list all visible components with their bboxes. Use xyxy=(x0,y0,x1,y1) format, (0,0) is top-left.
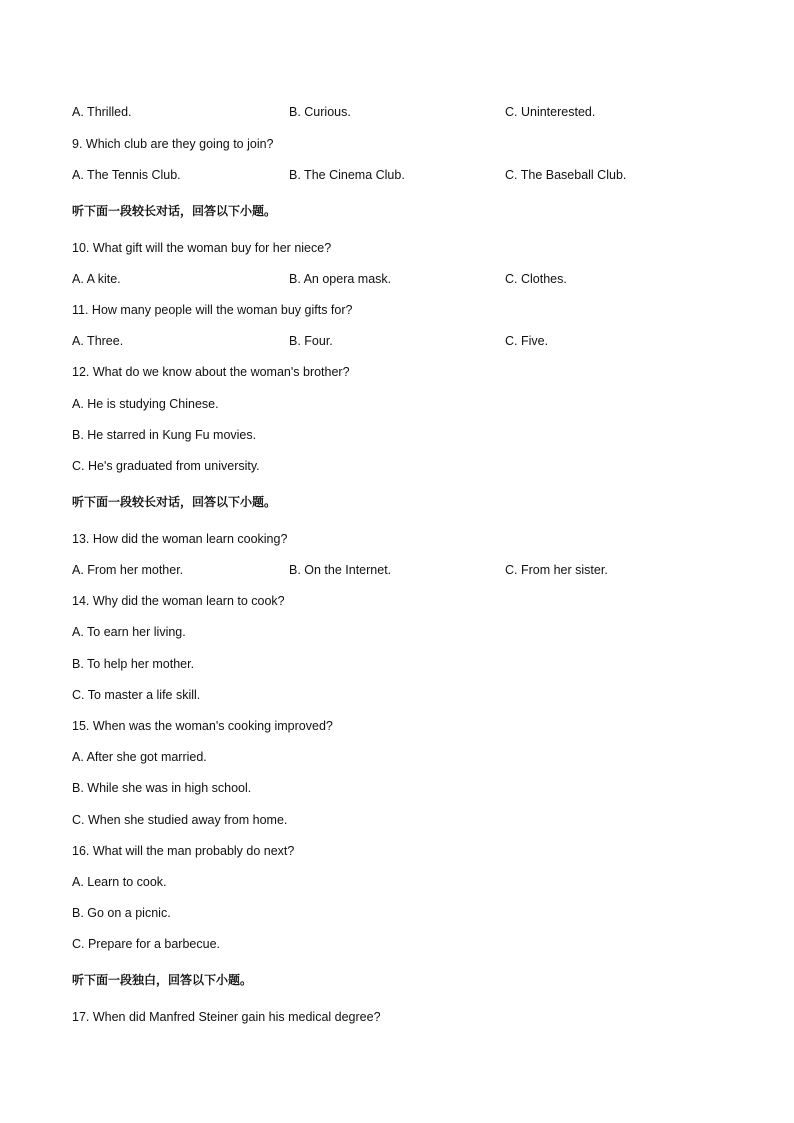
option-c: C. From her sister. xyxy=(505,563,608,577)
option-a: A. The Tennis Club. xyxy=(72,168,181,182)
question-12-option-c: C. He's graduated from university. xyxy=(72,459,260,473)
option-c: C. Uninterested. xyxy=(505,105,596,119)
question-10: 10. What gift will the woman buy for her niece? xyxy=(72,241,332,255)
section-heading-2: 听下面一段较长对话，回答以下小题。 xyxy=(72,495,277,509)
option-c: C. Clothes. xyxy=(505,272,567,286)
option-c: C. Five. xyxy=(505,334,549,348)
option-c: C. The Baseball Club. xyxy=(505,168,627,182)
question-12-option-a: A. He is studying Chinese. xyxy=(72,397,219,411)
options-row-q13 xyxy=(72,562,722,578)
option-a: A. From her mother. xyxy=(72,563,184,577)
question-13: 13. How did the woman learn cooking? xyxy=(72,532,288,546)
options-row-q10 xyxy=(72,271,722,287)
question-16-option-c: C. Prepare for a barbecue. xyxy=(72,937,220,951)
option-b: B. Curious. xyxy=(289,105,351,119)
question-14: 14. Why did the woman learn to cook? xyxy=(72,594,285,608)
question-17: 17. When did Manfred Steiner gain his medical degree? xyxy=(72,1010,381,1024)
question-16: 16. What will the man probably do next? xyxy=(72,844,295,858)
option-b: B. Four. xyxy=(289,334,333,348)
question-16-option-a: A. Learn to cook. xyxy=(72,875,167,889)
options-row-q9 xyxy=(72,167,722,183)
question-14-option-a: A. To earn her living. xyxy=(72,625,186,639)
options-row-q11 xyxy=(72,333,722,349)
options-row-q8 xyxy=(72,104,722,120)
question-11: 11. How many people will the woman buy gifts for? xyxy=(72,303,353,317)
section-heading-3: 听下面一段独白，回答以下小题。 xyxy=(72,973,253,987)
question-16-option-b: B. Go on a picnic. xyxy=(72,906,171,920)
question-12: 12. What do we know about the woman's brother? xyxy=(72,365,350,379)
question-15-option-a: A. After she got married. xyxy=(72,750,207,764)
question-15-option-b: B. While she was in high school. xyxy=(72,781,252,795)
option-a: A. A kite. xyxy=(72,272,121,286)
option-b: B. The Cinema Club. xyxy=(289,168,405,182)
option-a: A. Three. xyxy=(72,334,124,348)
question-15-option-c: C. When she studied away from home. xyxy=(72,813,288,827)
question-14-option-c: C. To master a life skill. xyxy=(72,688,201,702)
option-a: A. Thrilled. xyxy=(72,105,132,119)
option-b: B. An opera mask. xyxy=(289,272,392,286)
question-14-option-b: B. To help her mother. xyxy=(72,657,195,671)
section-heading-1: 听下面一段较长对话，回答以下小题。 xyxy=(72,204,277,218)
question-12-option-b: B. He starred in Kung Fu movies. xyxy=(72,428,257,442)
option-b: B. On the Internet. xyxy=(289,563,392,577)
question-15: 15. When was the woman's cooking improved? xyxy=(72,719,333,733)
question-9: 9. Which club are they going to join? xyxy=(72,137,274,151)
